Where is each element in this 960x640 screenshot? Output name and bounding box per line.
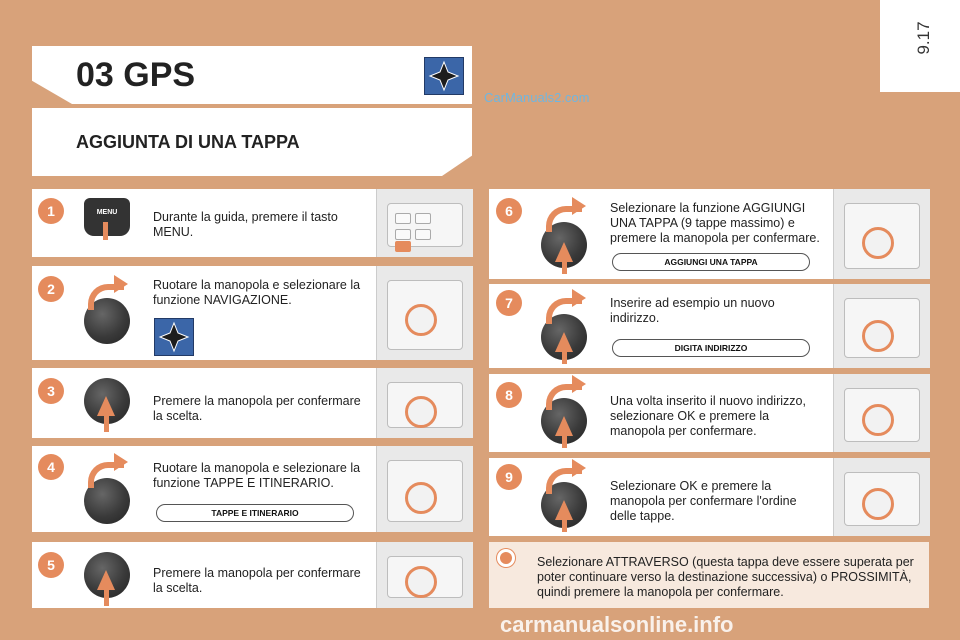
press-arrow-stem-icon — [562, 260, 567, 274]
footer-watermark: carmanualsonline.info — [500, 612, 734, 637]
radio-panel-icon — [376, 189, 473, 257]
section-title: AGGIUNTA DI UNA TAPPA — [76, 132, 300, 152]
rotate-arrow-head-icon — [114, 453, 128, 471]
step-9-text: Selezionare OK e premere la manopola per confermare l'ordine delle tappe. — [610, 479, 797, 523]
navigation-icon — [154, 318, 194, 356]
radio-panel-icon — [833, 284, 930, 368]
radio-panel-icon — [833, 458, 930, 536]
menu-option-pill: DIGITA INDIRIZZO — [612, 339, 810, 357]
rotate-arrow-head-icon — [572, 375, 586, 393]
rotate-arrow-head-icon — [572, 459, 586, 477]
radio-panel-icon — [833, 374, 930, 452]
press-arrow-stem-icon — [562, 518, 567, 532]
radio-panel-icon — [376, 266, 473, 360]
step-2-number: 2 — [38, 276, 64, 302]
press-arrow-icon — [555, 332, 573, 352]
watermark-top: CarManuals2.com — [484, 90, 590, 105]
step-8-text: Una volta inserito il nuovo indirizzo, selezionare OK e premere la manopola per confermare. — [610, 394, 806, 438]
step-5-number: 5 — [38, 552, 64, 578]
press-arrow-icon — [97, 570, 115, 590]
radio-panel-icon — [376, 542, 473, 608]
press-arrow-stem-icon — [562, 434, 567, 448]
press-arrow-icon — [555, 416, 573, 436]
radio-panel-icon — [376, 368, 473, 438]
step-6-text: Selezionare la funzione AGGIUNGI UNA TAPPA (9 tappe massimo) e premere la manopola per confermare. — [610, 201, 820, 245]
gps-navigation-icon — [424, 57, 464, 95]
step-1-number: 1 — [38, 198, 64, 224]
step-6-number: 6 — [496, 198, 522, 224]
press-arrow-icon — [555, 500, 573, 520]
menu-option-pill: AGGIUNGI UNA TAPPA — [612, 253, 810, 271]
press-arrow-stem-icon — [104, 414, 109, 432]
rotate-arrow-head-icon — [114, 275, 128, 293]
step-9-number: 9 — [496, 464, 522, 490]
press-arrow-icon — [555, 242, 573, 262]
radio-panel-icon — [376, 446, 473, 532]
press-arrow-stem-icon — [104, 588, 109, 606]
step-4-text: Ruotare la manopola e selezionare la funzione TAPPE E ITINERARIO. — [153, 461, 361, 490]
page-title: 03 GPS — [76, 56, 196, 94]
step-7-number: 7 — [496, 290, 522, 316]
press-arrow-icon — [97, 396, 115, 416]
tip-sun-icon — [500, 552, 512, 564]
press-arrow-stem-icon — [562, 350, 567, 364]
menu-option-pill: TAPPE E ITINERARIO — [156, 504, 354, 522]
step-7-text: Inserire ad esempio un nuovo indirizzo. — [610, 296, 775, 325]
rotate-arrow-head-icon — [572, 197, 586, 215]
step-3-text: Premere la manopola per confermare la scelta. — [153, 394, 361, 423]
rotate-arrow-head-icon — [572, 289, 586, 307]
radio-panel-icon — [833, 189, 930, 279]
menu-button: MENU — [84, 198, 130, 236]
step-4-number: 4 — [38, 454, 64, 480]
step-3-number: 3 — [38, 378, 64, 404]
step-1-text: Durante la guida, premere il tasto MENU. — [153, 210, 338, 239]
step-5-text: Premere la manopola per confermare la scelta. — [153, 566, 361, 595]
press-arrow-icon — [103, 222, 108, 240]
tip-text: Selezionare ATTRAVERSO (questa tappa deve essere superata per poter continuare verso la destinazione successiva) o PROSSIMITÀ, quindi premere la manopola per confermare. — [537, 555, 914, 599]
page-number: 9.17 — [914, 21, 933, 55]
step-2-text: Ruotare la manopola e selezionare la funzione NAVIGAZIONE. — [153, 278, 361, 307]
step-8-number: 8 — [496, 382, 522, 408]
